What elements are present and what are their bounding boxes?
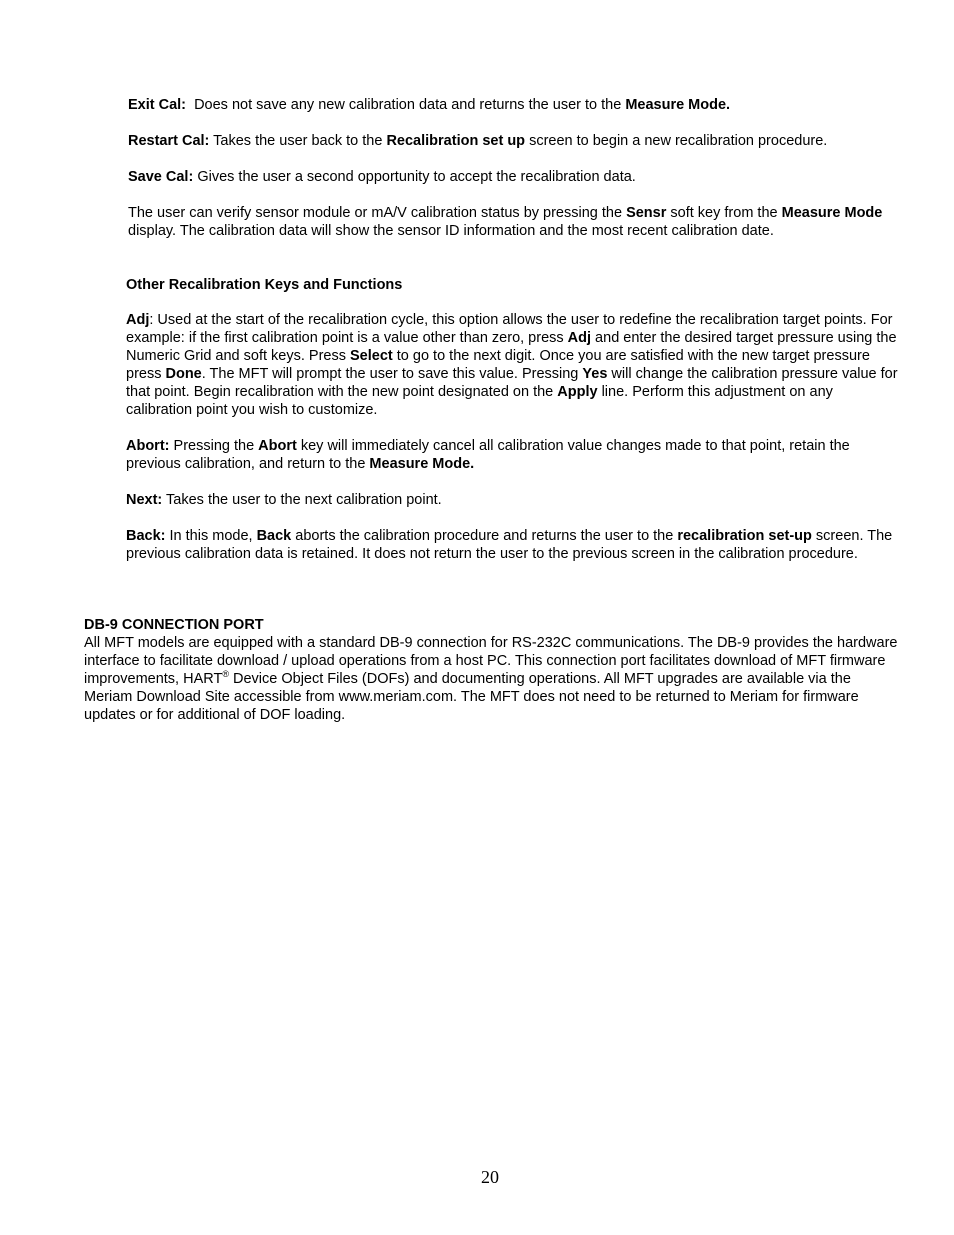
back-text-3: screen. The previous calibration data is retained. It does not return the user to the previous screen in the calibration procedure. xyxy=(126,528,893,562)
other-keys-heading xyxy=(126,276,898,294)
db9-section xyxy=(84,616,900,724)
yes-bold: Yes xyxy=(582,366,608,382)
save-cal-term: Save Cal: xyxy=(128,169,194,185)
adj-term: Adj xyxy=(126,312,150,328)
back-text-2: aborts the calibration procedure and returns the user to the xyxy=(291,528,678,544)
restart-cal-term: Restart Cal: xyxy=(128,133,210,149)
select-bold: Select xyxy=(350,348,393,364)
exit-cal-paragraph xyxy=(128,96,898,114)
back-term: Back: xyxy=(126,528,166,544)
abort-text: Pressing the xyxy=(169,438,259,454)
adj-text-5: will change the calibration pressure value for that point. Begin recalibration with the new point designated on the xyxy=(126,366,898,400)
next-paragraph xyxy=(126,491,898,509)
adj-paragraph xyxy=(126,311,898,419)
restart-cal-paragraph xyxy=(128,132,898,150)
recalibration-set-up-bold-2: recalibration set-up xyxy=(677,528,812,544)
back-paragraph xyxy=(126,527,898,563)
measure-mode-bold: Measure Mode. xyxy=(625,97,731,113)
verify-text: The user can verify sensor module or mA/V calibration status by pressing the xyxy=(128,205,627,221)
verify-paragraph xyxy=(128,204,898,240)
other-keys-heading-text: Other Recalibration Keys and Functions xyxy=(126,277,403,293)
adj-text-3: to go to the next digit. Once you are satisfied with the new target pressure press xyxy=(126,348,870,382)
measure-mode-bold-2: Measure Mode xyxy=(781,205,883,221)
back-bold: Back xyxy=(256,528,292,544)
measure-mode-bold-3: Measure Mode. xyxy=(369,456,475,472)
adj-text-2: and enter the desired target pressure using the Numeric Grid and soft keys. Press xyxy=(126,330,897,364)
recalibration-set-up-bold: Recalibration set up xyxy=(386,133,526,149)
exit-cal-text: Does not save any new calibration data and returns the user to the xyxy=(186,97,626,113)
db9-text-2: Device Object Files (DOFs) and documenting operations. All MFT upgrades are available via the Meriam Download Site accessible from www.meriam.com. The MFT does not need to be returned to Meriam for firmware updates or for additional of DOF loading. xyxy=(84,671,859,723)
verify-text-2: soft key from the xyxy=(666,205,782,221)
abort-paragraph xyxy=(126,437,898,473)
adj-bold: Adj xyxy=(567,330,592,346)
restart-cal-text-2: screen to begin a new recalibration procedure. xyxy=(525,133,828,149)
db9-heading: DB-9 CONNECTION PORT xyxy=(84,617,264,633)
abort-text-2: key will immediately cancel all calibration value changes made to that point, retain the previous calibration, and return to the xyxy=(126,438,850,472)
next-text: Takes the user to the next calibration point. xyxy=(162,492,442,508)
registered-mark: ® xyxy=(222,669,229,679)
exit-cal-term: Exit Cal: xyxy=(128,97,187,113)
adj-text-6: line. Perform this adjustment on any calibration point you wish to customize. xyxy=(126,384,833,418)
sensr-bold: Sensr xyxy=(626,205,667,221)
back-text: In this mode, xyxy=(165,528,257,544)
abort-bold: Abort xyxy=(258,438,297,454)
abort-term: Abort: xyxy=(126,438,170,454)
next-term: Next: xyxy=(126,492,163,508)
done-bold: Done xyxy=(165,366,202,382)
apply-bold: Apply xyxy=(557,384,598,400)
page-number: 20 xyxy=(481,1167,499,1187)
save-cal-text: Gives the user a second opportunity to accept the recalibration data. xyxy=(193,169,636,185)
restart-cal-text: Takes the user back to the xyxy=(209,133,387,149)
save-cal-paragraph xyxy=(128,168,898,186)
adj-text-4: . The MFT will prompt the user to save this value. Pressing xyxy=(201,366,583,382)
verify-text-3: display. The calibration data will show the sensor ID information and the most recent calibration date. xyxy=(128,223,774,239)
db9-text: All MFT models are equipped with a standard DB-9 connection for RS-232C communications. The DB-9 provides the hardware interface to facilitate download / upload operations from a host PC. This connection port facilitates download of MFT firmware improvements, HART xyxy=(84,635,898,687)
adj-text: : Used at the start of the recalibration cycle, this option allows the user to redefine the recalibration target points. For example: if the first calibration point is a value other than zero, press xyxy=(126,312,893,346)
